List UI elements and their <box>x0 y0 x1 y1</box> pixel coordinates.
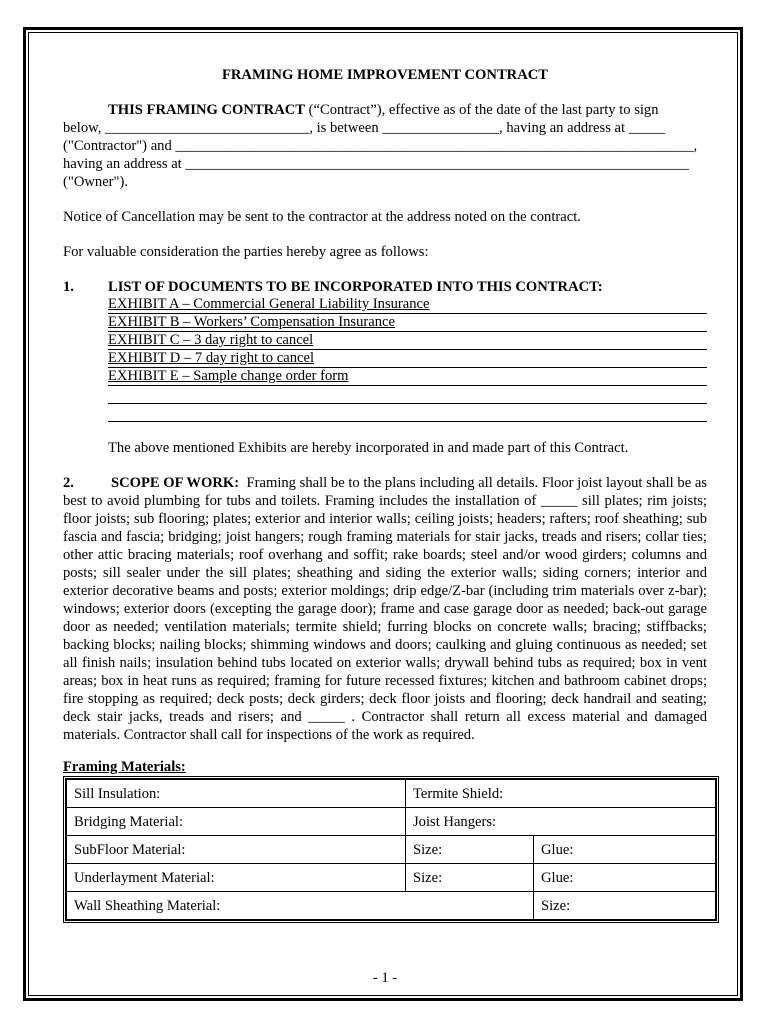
bridging-cell[interactable]: Bridging Material: <box>66 808 406 836</box>
underlayment-glue-cell[interactable]: Glue: <box>534 864 717 892</box>
materials-table-wrap <box>63 776 719 923</box>
section-1-heading: 1. LIST OF DOCUMENTS TO BE INCORPORATED INTO THIS CONTRACT: <box>63 279 603 295</box>
intro-bold: THIS FRAMING CONTRACT <box>108 102 306 118</box>
exhibit-item: EXHIBIT D – 7 day right to cancel <box>108 350 707 368</box>
table-row <box>66 892 716 921</box>
joist-hangers-cell[interactable]: Joist Hangers: <box>406 808 717 836</box>
exhibit-blank-line <box>108 386 707 404</box>
materials-heading: Framing Materials: <box>63 759 186 775</box>
exhibit-item: EXHIBIT C – 3 day right to cancel <box>108 332 707 350</box>
table-row <box>66 864 716 892</box>
table-row <box>66 808 716 836</box>
intro-line-2: below, ____________________________, is between ________________, having an address at _____ <box>63 120 666 136</box>
exhibit-item: EXHIBIT E – Sample change order form <box>108 368 707 386</box>
exhibits-note: The above mentioned Exhibits are hereby incorporated in and made part of this Contract. <box>108 440 629 456</box>
underlayment-size-cell[interactable]: Size: <box>406 864 534 892</box>
materials-table <box>65 778 717 921</box>
subfloor-glue-cell[interactable]: Glue: <box>534 836 717 864</box>
termite-shield-cell[interactable]: Termite Shield: <box>406 779 717 808</box>
sill-insulation-cell[interactable]: Sill Insulation: <box>66 779 406 808</box>
document-title: FRAMING HOME IMPROVEMENT CONTRACT <box>221 67 549 83</box>
page-number: - 1 - <box>372 970 398 986</box>
wall-sheathing-size-cell[interactable]: Size: <box>534 892 717 921</box>
table-row <box>66 836 716 864</box>
intro-paragraph: THIS FRAMING CONTRACT (“Contract”), effective as of the date of the last party to sign <box>108 102 659 118</box>
document-page <box>63 66 707 923</box>
section-2-paragraph: 2. SCOPE OF WORK: Framing shall be to the plans including all details. Floor joist layout shall be as best to avoid plumbing for tubs and toilets. Framing includes the installation of _____ sill plates; rim joists; floor joists; sub flooring; plates; exterior and interior walls; ceiling joists; headers; rafters; roof sheathing; sub fascia and fascia; bridging; joist hangers; rough framing materials for stair jacks, treads and risers; collar ties; other attic bracing materials; roof overhang and soffit; rake boards; steel and/or wood girders; columns and posts; sill sealer under the sill plates; sheathing and siding the exterior walls; siding corners; interior and exterior decorative beams and posts; exterior moldings; drip edge/Z-bar (including trim materials over z-bar); windows; exterior doors (excepting the garage door); frame and case garage door as needed; back-out garage door as needed; ventilation materials; termite shield; furring blocks on concrete walls; bracing; stiffbacks; backing blocks; nailing blocks; shimming windows and doors; caulking and gluing continuous as needed; set all finish nails; insulation behind tubs located on exterior walls; drywall behind tubs as required; box in vent areas; box in heat runs as required; framing for future recessed fixtures; kitchen and bathroom cabinet drops; fire stopping as required; deck posts; deck girders; deck floor joists and flooring; deck handrail and seating; deck stair jacks, treads and risers; and _____ . Contractor shall return all excess material and damaged materials. Contractor shall call for inspections of the work as required. <box>63 475 708 743</box>
table-row <box>66 779 716 808</box>
intro-line-5: ("Owner"). <box>63 174 128 190</box>
subfloor-size-cell[interactable]: Size: <box>406 836 534 864</box>
section-2-title: SCOPE OF WORK: <box>110 475 240 491</box>
exhibit-item: EXHIBIT A – Commercial General Liability Insurance <box>108 296 707 314</box>
intro-line-4: having an address at _____________________________________________________________________ <box>63 156 689 172</box>
exhibit-list <box>108 296 707 422</box>
wall-sheathing-cell[interactable]: Wall Sheathing Material: <box>66 892 534 921</box>
exhibit-blank-line <box>108 404 707 422</box>
section-2-num: 2. <box>63 475 74 491</box>
underlayment-cell[interactable]: Underlayment Material: <box>66 864 406 892</box>
subfloor-cell[interactable]: SubFloor Material: <box>66 836 406 864</box>
consideration-paragraph: For valuable consideration the parties hereby agree as follows: <box>63 244 429 260</box>
notice-paragraph: Notice of Cancellation may be sent to the contractor at the address noted on the contract. <box>63 209 581 225</box>
exhibit-item: EXHIBIT B – Workers’ Compensation Insurance <box>108 314 707 332</box>
intro-line-3: ("Contractor") and _______________________________________________________________________, <box>63 138 698 154</box>
